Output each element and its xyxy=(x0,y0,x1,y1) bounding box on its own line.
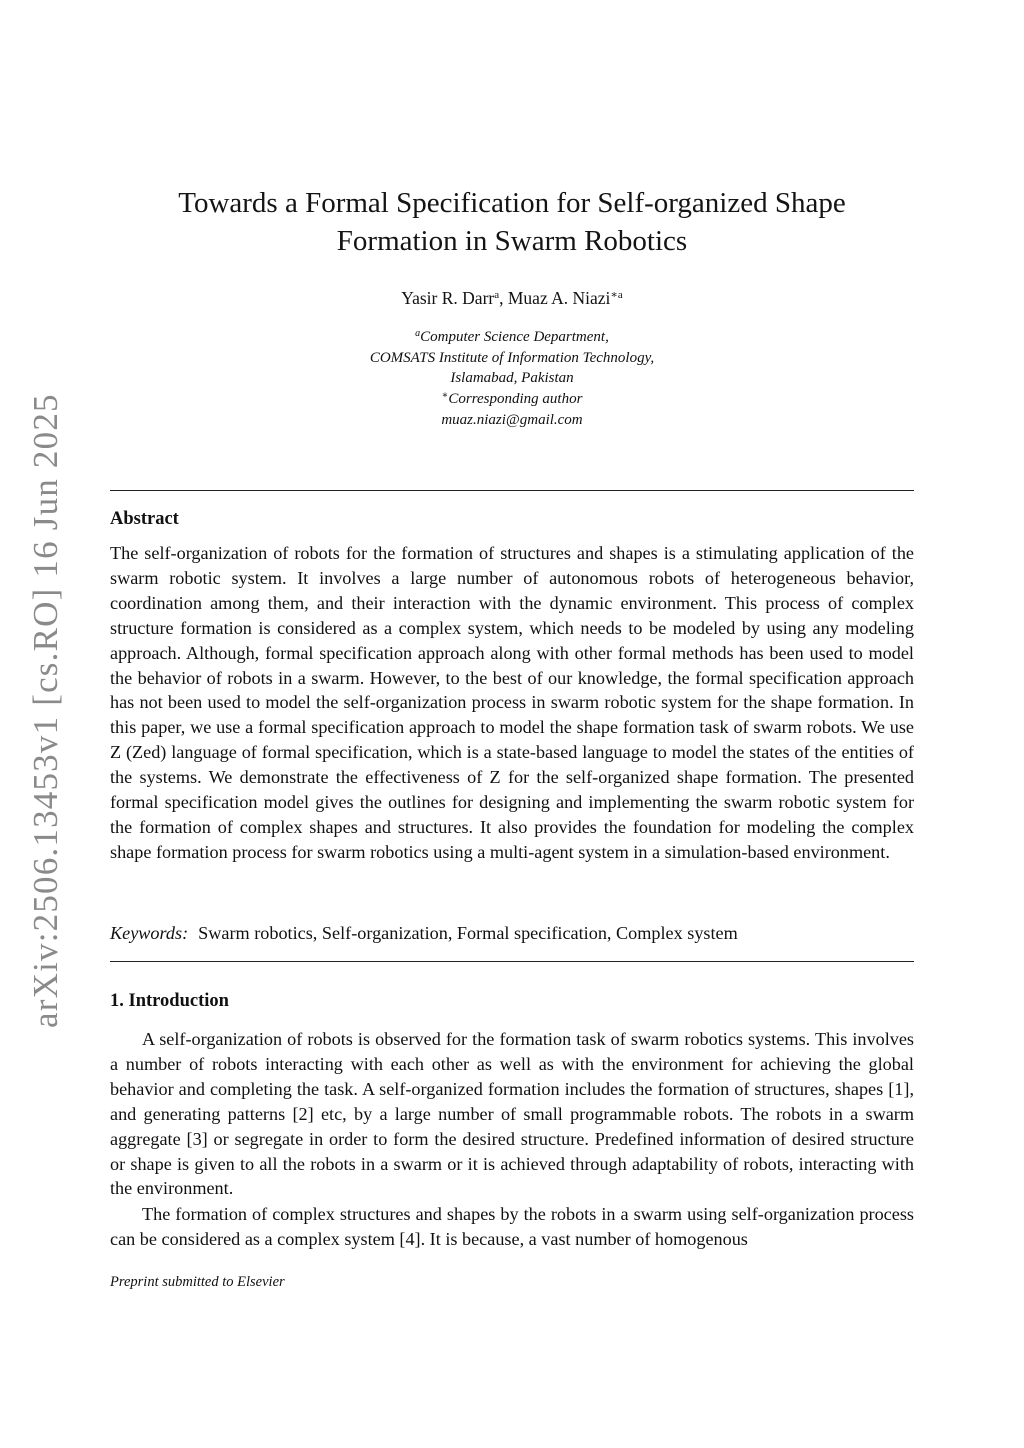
author-name: Muaz A. Niazi xyxy=(507,288,611,308)
paper-title xyxy=(110,184,914,260)
affiliation-line: $^a$Computer Science Department, xyxy=(415,328,609,345)
affiliation-line: COMSATS Institute of Information Technology, xyxy=(369,349,655,366)
arxiv-identifier-sidebar: arXiv:2506.13453v1 [cs.RO] 16 Jun 2025 xyxy=(26,393,65,1028)
introduction-paragraph-1: A self-organization of robots is observed for the formation task of swarm robotics systems. This involves a number of robots interacting with each other as well as with the environment for achieving the global behavior and completing the task. A self-organized formation includes the formation of structures, shapes [1], and generating patterns [2] etc, by a large number of small programmable robots. The robots in a swarm aggregate [3] or segregate in order to form the desired structure. Predefined information of desired structure or shape is given to all the robots in a swarm or it is achieved through adaptability of robots, interacting with the environment. xyxy=(110,1029,914,1199)
keywords-list: Swarm robotics, Self-organization, Formal specification, Complex system xyxy=(198,923,738,943)
affiliation-line: Islamabad, Pakistan xyxy=(450,370,574,387)
author-list xyxy=(110,287,914,309)
preprint-footer: Preprint submitted to Elsevier xyxy=(110,1274,285,1290)
affiliation-block xyxy=(110,327,914,431)
corresponding-mark: ∗ xyxy=(441,390,449,402)
title-line-2: Formation in Swarm Robotics xyxy=(336,225,688,257)
author-separator: , xyxy=(499,288,508,308)
affiliation-mark: a xyxy=(415,328,421,339)
author-affiliation-mark: a xyxy=(494,289,500,301)
keywords-label: Keywords: xyxy=(110,923,189,943)
introduction-paragraph-2: The formation of complex structures and shapes by the robots in a swarm using self-organization process can be considered as a complex system [4]. It is because, a vast number of homogenous xyxy=(110,1204,914,1249)
author-email[interactable]: muaz.niazi@gmail.com xyxy=(441,411,583,428)
author-name: Yasir R. Darr xyxy=(401,288,495,308)
abstract-bottom-rule xyxy=(110,961,914,962)
title-line-1: Towards a Formal Specification for Self-organized Shape xyxy=(178,187,846,219)
abstract-heading: Abstract xyxy=(110,509,179,529)
abstract-text: The self-organization of robots for the formation of structures and shapes is a stimulating application of the swarm robotic system. It involves a large number of autonomous robots of heterogeneous behavior, coordination among them, and their interaction with the dynamic environment. This process of complex structure formation is considered as a complex system, which needs to be modeled by using any modeling approach. Although, formal specification approach along with other formal methods has been used to model the behavior of robots in a swarm. However, to the best of our knowledge, the formal specification approach has not been used to model the self-organization process in swarm robotic system for the shape formation. In this paper, we use a formal specification approach to model the shape formation task of swarm robots. We use Z (Zed) language of formal specification, which is a state-based language to model the states of the entities of the systems. We demonstrate the effectiveness of Z for the self-organized shape formation. The presented formal specification model gives the outlines for designing and implementing the swarm robotic system for the formation of complex shapes and structures. It also provides the foundation for modeling the complex shape formation process for swarm robotics using a multi-agent system in a simulation-based environment. xyxy=(110,543,914,862)
corresponding-author-note: ∗Corresponding author xyxy=(441,390,583,408)
keywords-line xyxy=(110,921,914,945)
abstract-top-rule xyxy=(110,490,914,491)
introduction-heading: 1. Introduction xyxy=(110,991,229,1011)
author-affiliation-mark: ∗a xyxy=(610,289,623,301)
